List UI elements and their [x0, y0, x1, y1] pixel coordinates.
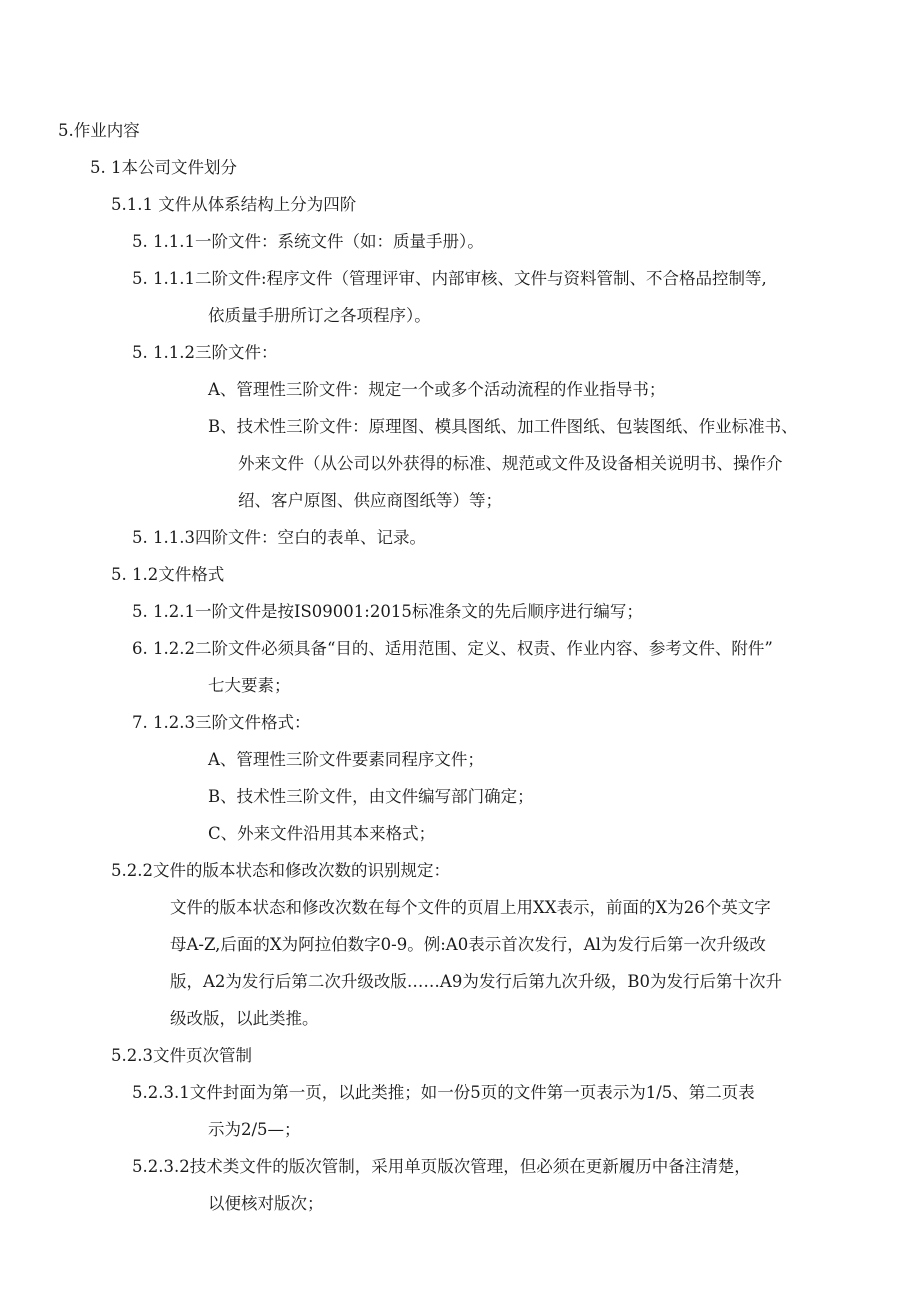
item-level3-a: A、管理性三阶文件：规定一个或多个活动流程的作业指导书；	[208, 380, 666, 399]
heading-5-1: 5. 1本公司文件划分	[90, 158, 237, 177]
paragraph-version-line3: 版，A2为发行后第二次升级改版……A9为发行后第九次升级，B0为发行后第十次升	[170, 972, 782, 991]
paragraph-version-line4: 级改版，以此类推。	[170, 1009, 319, 1028]
item-format-level3-c: C、外来文件沿用其本来格式；	[208, 824, 436, 843]
heading-5: 5.作业内容	[58, 121, 140, 140]
heading-5-1-2: 5. 1.2文件格式	[111, 565, 225, 584]
item-format-level3-a: A、管理性三阶文件要素同程序文件；	[208, 750, 484, 769]
item-format-level2: 6. 1.2.2二阶文件必须具备“目的、适用范围、定义、权责、作业内容、参考文件、附件”	[132, 639, 773, 658]
item-page-numbering: 5.2.3.1文件封面为第一页，以此类推；如一份5页的文件第一页表示为1/5、第二页表	[132, 1083, 755, 1102]
heading-5-2-2: 5.2.2文件的版本状态和修改次数的识别规定：	[111, 861, 450, 880]
item-format-level3: 7. 1.2.3三阶文件格式：	[132, 713, 311, 732]
item-level1-docs: 5. 1.1.1一阶文件：系统文件（如：质量手册）。	[132, 232, 484, 251]
item-level2-docs-cont: 依质量手册所订之各项程序）。	[208, 306, 431, 325]
item-level3-b: B、技术性三阶文件：原理图、模具图纸、加工件图纸、包装图纸、作业标准书、	[208, 417, 798, 436]
item-format-level2-cont: 七大要素；	[208, 676, 291, 695]
heading-5-2-3: 5.2.3文件页次管制	[111, 1046, 252, 1065]
heading-5-1-1: 5.1.1 文件从体系结构上分为四阶	[111, 195, 357, 214]
item-format-level1: 5. 1.2.1一阶文件是按IS09001:2015标准条文的先后顺序进行编写；	[132, 602, 643, 621]
paragraph-version-line1: 文件的版本状态和修改次数在每个文件的页眉上用XX表示，前面的X为26个英文字	[170, 898, 771, 917]
item-page-numbering-cont: 示为2/5—；	[208, 1120, 301, 1139]
item-level3-docs: 5. 1.1.2三阶文件：	[132, 343, 278, 362]
item-format-level3-b: B、技术性三阶文件，由文件编写部门确定；	[208, 787, 534, 806]
item-level4-docs: 5. 1.1.3四阶文件：空白的表单、记录。	[132, 528, 426, 547]
item-level3-b-cont1: 外来文件（从公司以外获得的标准、规范或文件及设备相关说明书、操作介	[238, 454, 783, 473]
paragraph-version-line2: 母A-Z,后面的X为阿拉伯数字0-9。例:A0表示首次发行，Al为发行后第一次升级改	[170, 935, 766, 954]
item-tech-version-cont: 以便核对版次；	[208, 1194, 324, 1213]
item-level2-docs: 5. 1.1.1二阶文件:程序文件（管理评审、内部审核、文件与资料管制、不合格品控制等,	[132, 269, 767, 288]
item-tech-version: 5.2.3.2技术类文件的版次管制，采用单页版次管理，但必须在更新履历中备注清楚，	[132, 1157, 751, 1176]
item-level3-b-cont2: 绍、客户原图、供应商图纸等）等；	[238, 491, 502, 510]
